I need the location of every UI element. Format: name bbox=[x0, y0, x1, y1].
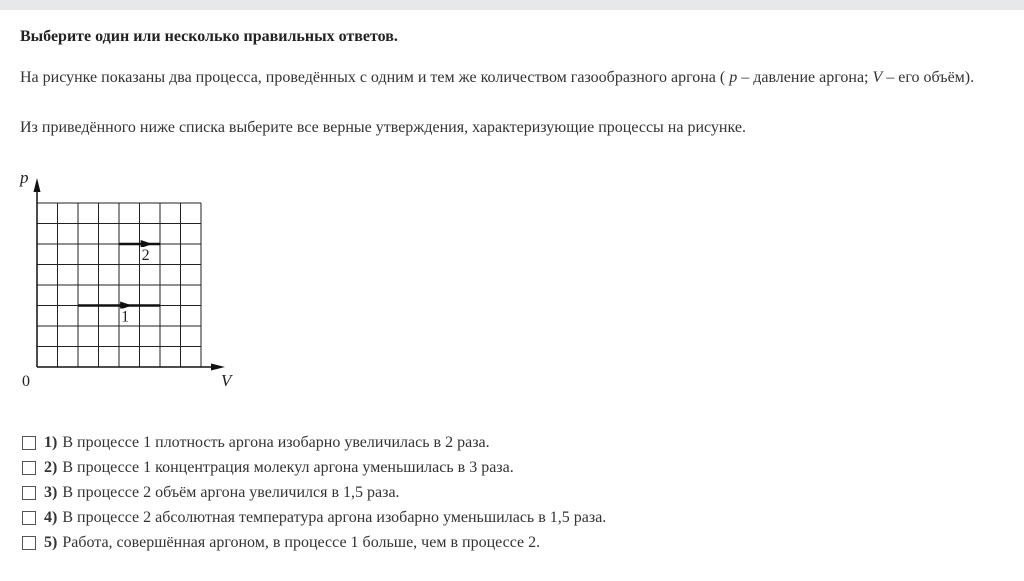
process-1-label: 1 bbox=[121, 308, 130, 326]
question-text-part-1: На рисунке показаны два процесса, проведённых с одним и тем же количеством газообразного аргона ( bbox=[20, 69, 726, 86]
option-4-number: 4) bbox=[44, 508, 58, 526]
question-text-part-3: – его объём). bbox=[886, 69, 975, 86]
x-axis-arrow bbox=[211, 364, 225, 371]
instruction-text: Выберите один или несколько правильных ответов. bbox=[20, 28, 398, 45]
x-axis-label: V bbox=[221, 371, 232, 390]
option-1-text: В процессе 1 плотность аргона изобарно увеличилась в 2 раза. bbox=[62, 433, 490, 451]
origin-label: 0 bbox=[22, 373, 30, 390]
option-3-text: В процессе 2 объём аргона увеличился в 1,5 раза. bbox=[62, 483, 400, 501]
option-1[interactable] bbox=[22, 430, 606, 455]
option-5-checkbox[interactable] bbox=[22, 536, 36, 550]
question-instruction: Из приведённого ниже списка выберите все верные утверждения, характеризующие процессы на рисунке. bbox=[20, 119, 746, 136]
option-5-number: 5) bbox=[44, 533, 58, 551]
option-4-text: В процессе 2 абсолютная температура аргона изобарно уменьшилась в 1,5 раза. bbox=[62, 508, 607, 526]
pv-graph-svg bbox=[14, 166, 250, 396]
option-3-checkbox[interactable] bbox=[22, 486, 36, 500]
option-1-number: 1) bbox=[44, 433, 58, 451]
volume-symbol: V bbox=[872, 69, 883, 86]
option-2-checkbox[interactable] bbox=[22, 461, 36, 475]
option-3-number: 3) bbox=[44, 483, 58, 501]
pressure-symbol: p bbox=[729, 69, 738, 86]
option-5-text: Работа, совершённая аргоном, в процессе 1 больше, чем в процессе 2. bbox=[62, 533, 541, 551]
question-text bbox=[20, 66, 1020, 90]
y-axis-label: p bbox=[20, 168, 29, 187]
question-text-part-2: – давление аргона; bbox=[741, 69, 869, 86]
option-1-checkbox[interactable] bbox=[22, 436, 36, 450]
pv-graph bbox=[14, 166, 250, 396]
process-2-label: 2 bbox=[141, 247, 150, 264]
answer-options bbox=[22, 430, 606, 555]
option-4-checkbox[interactable] bbox=[22, 511, 36, 525]
y-axis-arrow bbox=[34, 178, 41, 192]
option-3[interactable] bbox=[22, 480, 606, 505]
graph-grid bbox=[37, 203, 201, 367]
top-bar bbox=[0, 0, 1024, 10]
graph-axes bbox=[19, 168, 234, 390]
option-5[interactable] bbox=[22, 530, 606, 555]
option-2-number: 2) bbox=[44, 458, 58, 476]
option-2[interactable] bbox=[22, 455, 606, 480]
option-2-text: В процессе 1 концентрация молекул аргона уменьшилась в 3 раза. bbox=[62, 458, 514, 476]
option-4[interactable] bbox=[22, 505, 606, 530]
